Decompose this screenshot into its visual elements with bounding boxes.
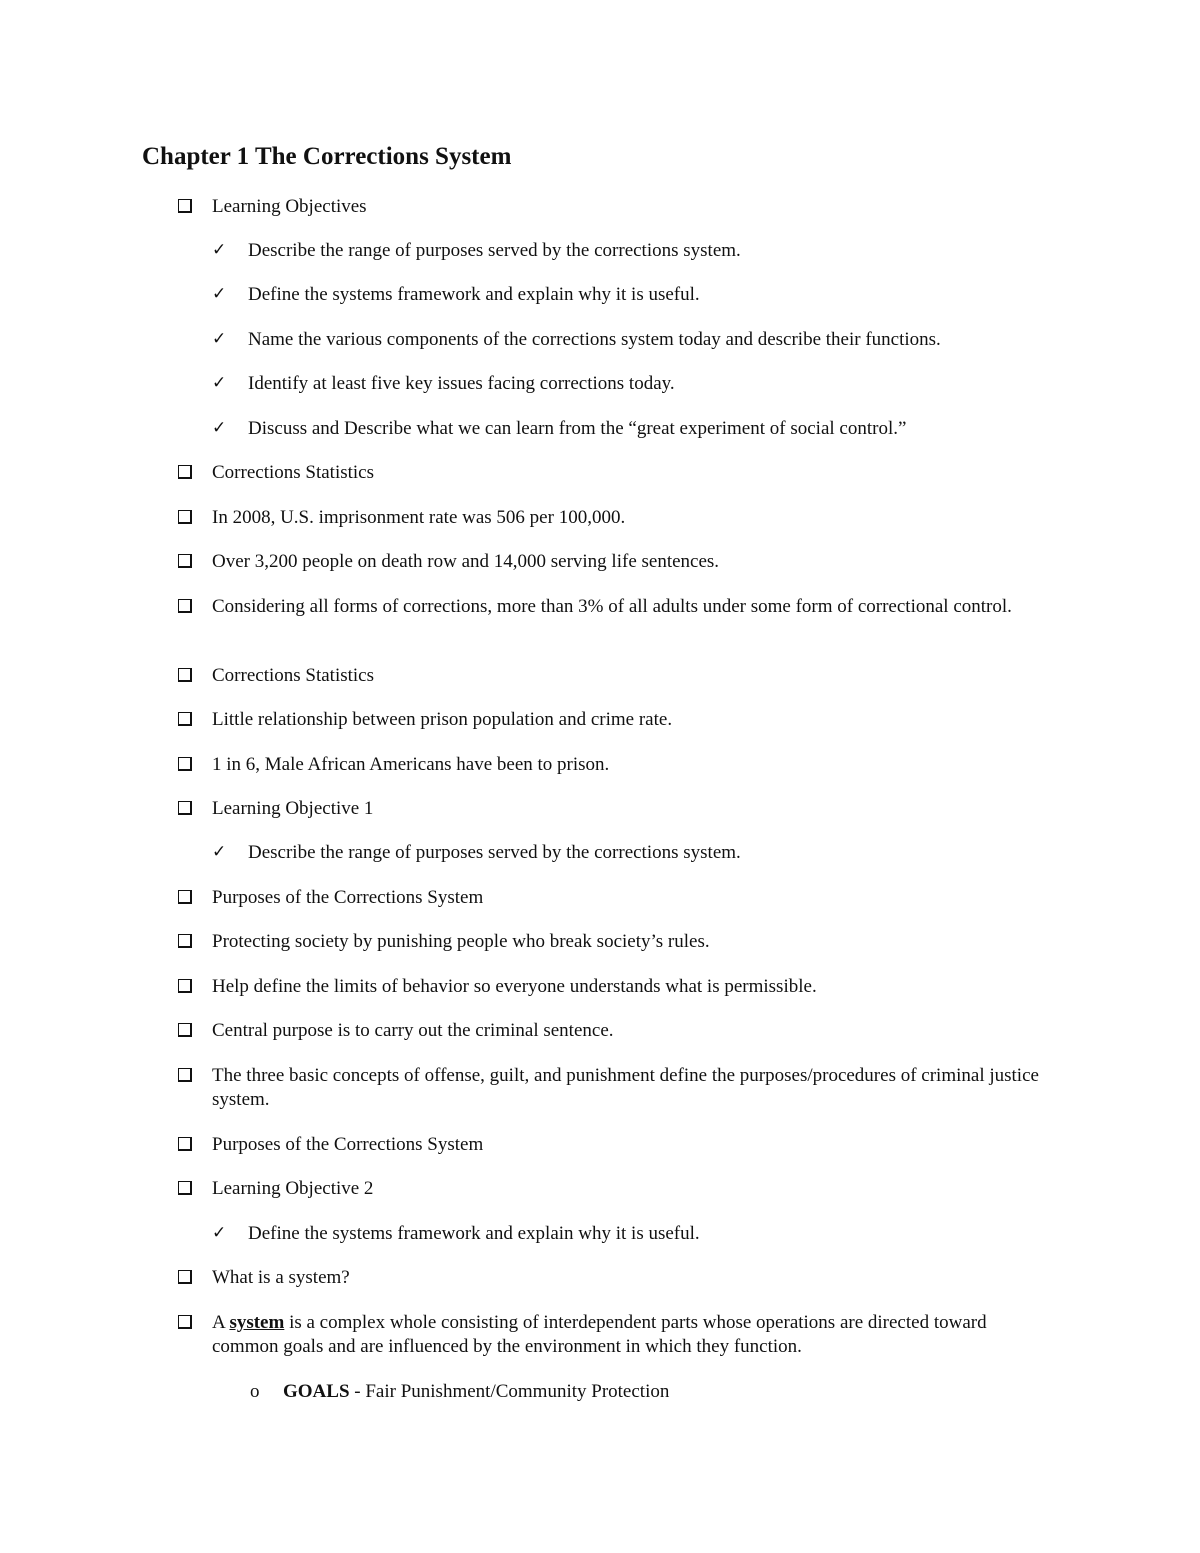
list-item-text (283, 1380, 1083, 1404)
checkbox-icon (178, 668, 192, 682)
goals-term: GOALS (283, 1381, 350, 1402)
check-icon: ✓ (212, 1223, 227, 1243)
checkbox-icon (178, 510, 192, 524)
list-item-text: Over 3,200 people on death row and 14,000 serving life sentences. (212, 551, 720, 572)
checkbox-icon (178, 934, 192, 948)
checkbox-icon (178, 712, 192, 726)
list-item-text: 1 in 6, Male African Americans have been to prison. (212, 754, 610, 775)
check-icon: ✓ (212, 284, 227, 304)
list-item-text: What is a system? (212, 1267, 350, 1288)
list-item-text: Little relationship between prison population and crime rate. (212, 709, 673, 730)
list-item-text: Corrections Statistics (212, 665, 375, 686)
defined-term: system (229, 1312, 285, 1333)
checkbox-icon (178, 1315, 192, 1329)
list-item-text: Considering all forms of corrections, more than 3% of all adults under some form of correctional control. (212, 596, 1012, 617)
list-item-text: Central purpose is to carry out the criminal sentence. (212, 1020, 614, 1041)
checkbox-icon (178, 1181, 192, 1195)
list-item-text: Help define the limits of behavior so everyone understands what is permissible. (212, 976, 817, 997)
checkbox-icon (178, 890, 192, 904)
list-item-text: Learning Objectives (212, 196, 367, 217)
checkbox-icon (178, 1023, 192, 1037)
checkbox-icon (178, 199, 192, 213)
checkbox-icon (178, 801, 192, 815)
checkbox-icon (178, 1137, 192, 1151)
list-item-text: Describe the range of purposes served by the corrections system. (248, 240, 741, 261)
list-item-text: Identify at least five key issues facing corrections today. (248, 373, 675, 394)
list-item-text: Define the systems framework and explain why it is useful. (248, 284, 700, 305)
list-item-text: Purposes of the Corrections System (212, 1134, 484, 1155)
list-item-text: The three basic concepts of offense, guilt, and punishment define the purposes/procedures of criminal justice system. (212, 1065, 1039, 1110)
list-item-text: Discuss and Describe what we can learn from the “great experiment of social control.” (248, 418, 907, 439)
list-item-text: Define the systems framework and explain why it is useful. (248, 1223, 700, 1244)
circle-bullet-icon: o (250, 1381, 260, 1402)
check-icon: ✓ (212, 373, 227, 393)
list-item-text: Purposes of the Corrections System (212, 887, 484, 908)
list-item-text: Name the various components of the corrections system today and describe their functions. (248, 329, 941, 350)
checkbox-icon (178, 465, 192, 479)
list-item-text: Learning Objective 2 (212, 1178, 374, 1199)
checkbox-icon (178, 979, 192, 993)
checkbox-icon (178, 1068, 192, 1082)
list-item-text: Describe the range of purposes served by the corrections system. (248, 842, 741, 863)
chapter-title: Chapter 1 The Corrections System (142, 143, 512, 170)
list-item-text: Corrections Statistics (212, 462, 375, 483)
check-icon: ✓ (212, 329, 227, 349)
check-icon: ✓ (212, 240, 227, 260)
definition-text: is a complex whole consisting of interdependent parts whose operations are directed toward common goals and are influenced by the environment in which they function. (212, 1312, 987, 1357)
check-icon: ✓ (212, 842, 227, 862)
list-item-text (212, 1311, 1057, 1359)
list-item-text: Learning Objective 1 (212, 798, 374, 819)
checkbox-icon (178, 599, 192, 613)
check-icon: ✓ (212, 418, 227, 438)
checkbox-icon (178, 554, 192, 568)
list-item-text: In 2008, U.S. imprisonment rate was 506 per 100,000. (212, 507, 626, 528)
goals-text: - Fair Punishment/Community Protection (349, 1381, 670, 1402)
checkbox-icon (178, 1270, 192, 1284)
checkbox-icon (178, 757, 192, 771)
list-item-text: Protecting society by punishing people who break society’s rules. (212, 931, 710, 952)
list-item-prefix: A (212, 1312, 230, 1333)
